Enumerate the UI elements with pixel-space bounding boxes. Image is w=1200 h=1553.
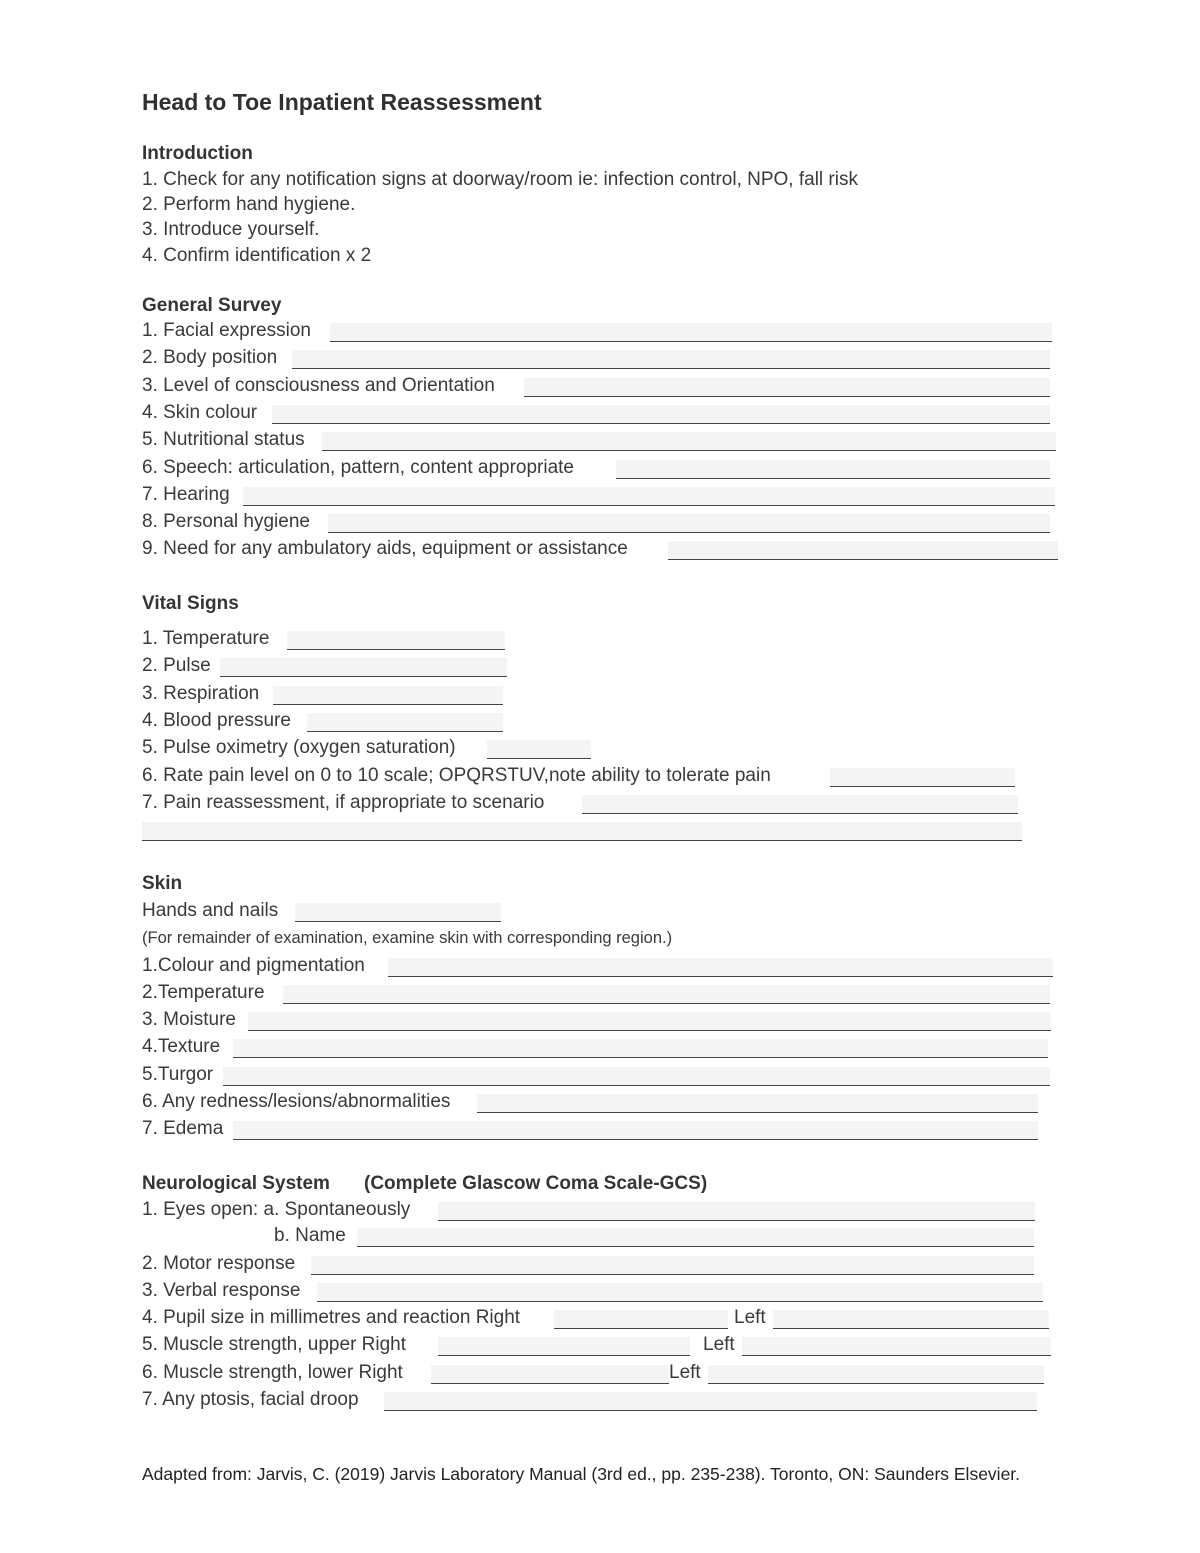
- skin-item-6: 6. Any redness/lesions/abnormalities: [142, 1091, 451, 1112]
- gs-item-6: 6. Speech: articulation, pattern, content appropriate: [142, 457, 574, 478]
- intro-item-3: 3. Introduce yourself.: [142, 219, 320, 240]
- vs-item-7: 7. Pain reassessment, if appropriate to scenario: [142, 792, 545, 813]
- gs-item-5: 5. Nutritional status: [142, 429, 305, 450]
- vs-item-3: 3. Respiration: [142, 683, 260, 704]
- vs-blank-4[interactable]: [307, 713, 503, 732]
- footer-citation: Adapted from: Jarvis, C. (2019) Jarvis Laboratory Manual (3rd ed., pp. 235-238). Toronto, ON: Saunders Elsevier.: [142, 1464, 1021, 1484]
- skin-item-4: 4.Texture: [142, 1036, 221, 1057]
- neuro-eyes-blank[interactable]: [438, 1202, 1035, 1221]
- gs-item-2: 2. Body position: [142, 347, 278, 368]
- intro-item-2: 2. Perform hand hygiene.: [142, 194, 356, 215]
- vs-blank-6[interactable]: [830, 768, 1015, 787]
- neuro-verbal: 3. Verbal response: [142, 1280, 301, 1301]
- gs-blank-1[interactable]: [330, 323, 1052, 342]
- vital-signs-heading: Vital Signs: [142, 593, 239, 614]
- neuro-eyes-b: b. Name: [274, 1225, 346, 1246]
- skin-blank-2[interactable]: [283, 985, 1050, 1004]
- neuro-motor-blank[interactable]: [311, 1256, 1034, 1275]
- gs-blank-7[interactable]: [243, 487, 1055, 506]
- gs-blank-8[interactable]: [328, 514, 1050, 533]
- skin-blank-7[interactable]: [233, 1121, 1038, 1140]
- introduction-heading: Introduction: [142, 143, 253, 164]
- neuro-upper-right-blank[interactable]: [438, 1337, 690, 1356]
- neuro-lower-left-label: Left: [669, 1362, 701, 1383]
- gs-blank-3[interactable]: [524, 378, 1050, 397]
- neuro-pupil: 4. Pupil size in millimetres and reaction Right: [142, 1307, 521, 1328]
- neuro-pupil-left-label: Left: [734, 1307, 766, 1328]
- neuro-pupil-left-blank[interactable]: [773, 1310, 1049, 1329]
- neuro-eyes-b-blank[interactable]: [357, 1228, 1034, 1247]
- skin-hands-blank[interactable]: [295, 903, 501, 922]
- neuro-lower-left-blank[interactable]: [708, 1365, 1044, 1384]
- gs-blank-9[interactable]: [668, 541, 1058, 560]
- neuro-pupil-right-blank[interactable]: [554, 1310, 728, 1329]
- vs-blank-7-continued[interactable]: [142, 822, 1022, 841]
- page-title: Head to Toe Inpatient Reassessment: [142, 89, 542, 115]
- skin-blank-4[interactable]: [233, 1039, 1048, 1058]
- neuro-ptosis: 7. Any ptosis, facial droop: [142, 1389, 359, 1410]
- gs-item-7: 7. Hearing: [142, 484, 230, 505]
- gs-item-3: 3. Level of consciousness and Orientation: [142, 375, 495, 396]
- neuro-upper-left-label: Left: [703, 1334, 735, 1355]
- skin-blank-1[interactable]: [388, 958, 1053, 977]
- neuro-ptosis-blank[interactable]: [384, 1392, 1037, 1411]
- neuro-eyes: 1. Eyes open: a. Spontaneously: [142, 1199, 411, 1220]
- neuro-heading: Neurological System: [142, 1173, 330, 1194]
- neuro-lower: 6. Muscle strength, lower Right: [142, 1362, 403, 1383]
- gs-blank-2[interactable]: [292, 350, 1050, 369]
- gs-item-1: 1. Facial expression: [142, 320, 311, 341]
- skin-item-3: 3. Moisture: [142, 1009, 236, 1030]
- vs-blank-2[interactable]: [220, 658, 507, 677]
- vs-item-1: 1. Temperature: [142, 628, 270, 649]
- vs-item-2: 2. Pulse: [142, 655, 211, 676]
- skin-item-7: 7. Edema: [142, 1118, 224, 1139]
- skin-blank-6[interactable]: [477, 1094, 1038, 1113]
- vs-item-6: 6. Rate pain level on 0 to 10 scale; OPQRSTUV,note ability to tolerate pain: [142, 765, 771, 786]
- skin-note: (For remainder of examination, examine skin with corresponding region.): [142, 929, 673, 947]
- neuro-upper-left-blank[interactable]: [742, 1337, 1051, 1356]
- skin-item-2: 2.Temperature: [142, 982, 265, 1003]
- skin-hands: Hands and nails: [142, 900, 279, 921]
- neuro-verbal-blank[interactable]: [317, 1283, 1043, 1302]
- gs-item-8: 8. Personal hygiene: [142, 511, 310, 532]
- gs-blank-4[interactable]: [272, 405, 1050, 424]
- vs-blank-5[interactable]: [487, 740, 591, 759]
- neuro-motor: 2. Motor response: [142, 1253, 296, 1274]
- gs-blank-5[interactable]: [322, 432, 1056, 451]
- gs-item-4: 4. Skin colour: [142, 402, 258, 423]
- neuro-heading-sub: (Complete Glascow Coma Scale-GCS): [364, 1173, 708, 1194]
- vs-item-4: 4. Blood pressure: [142, 710, 291, 731]
- vs-item-5: 5. Pulse oximetry (oxygen saturation): [142, 737, 456, 758]
- intro-item-1: 1. Check for any notification signs at doorway/room ie: infection control, NPO, fall risk: [142, 169, 858, 190]
- vs-blank-1[interactable]: [287, 631, 505, 650]
- skin-item-5: 5.Turgor: [142, 1064, 214, 1085]
- skin-heading: Skin: [142, 873, 183, 894]
- intro-item-4: 4. Confirm identification x 2: [142, 245, 372, 266]
- gs-item-9: 9. Need for any ambulatory aids, equipment or assistance: [142, 538, 628, 559]
- neuro-upper: 5. Muscle strength, upper Right: [142, 1334, 407, 1355]
- general-survey-heading: General Survey: [142, 295, 282, 316]
- skin-item-1: 1.Colour and pigmentation: [142, 955, 365, 976]
- gs-blank-6[interactable]: [616, 460, 1050, 479]
- skin-blank-5[interactable]: [223, 1067, 1050, 1086]
- skin-blank-3[interactable]: [248, 1012, 1051, 1031]
- vs-blank-7[interactable]: [582, 795, 1018, 814]
- neuro-lower-right-blank[interactable]: [431, 1365, 669, 1384]
- vs-blank-3[interactable]: [273, 686, 503, 705]
